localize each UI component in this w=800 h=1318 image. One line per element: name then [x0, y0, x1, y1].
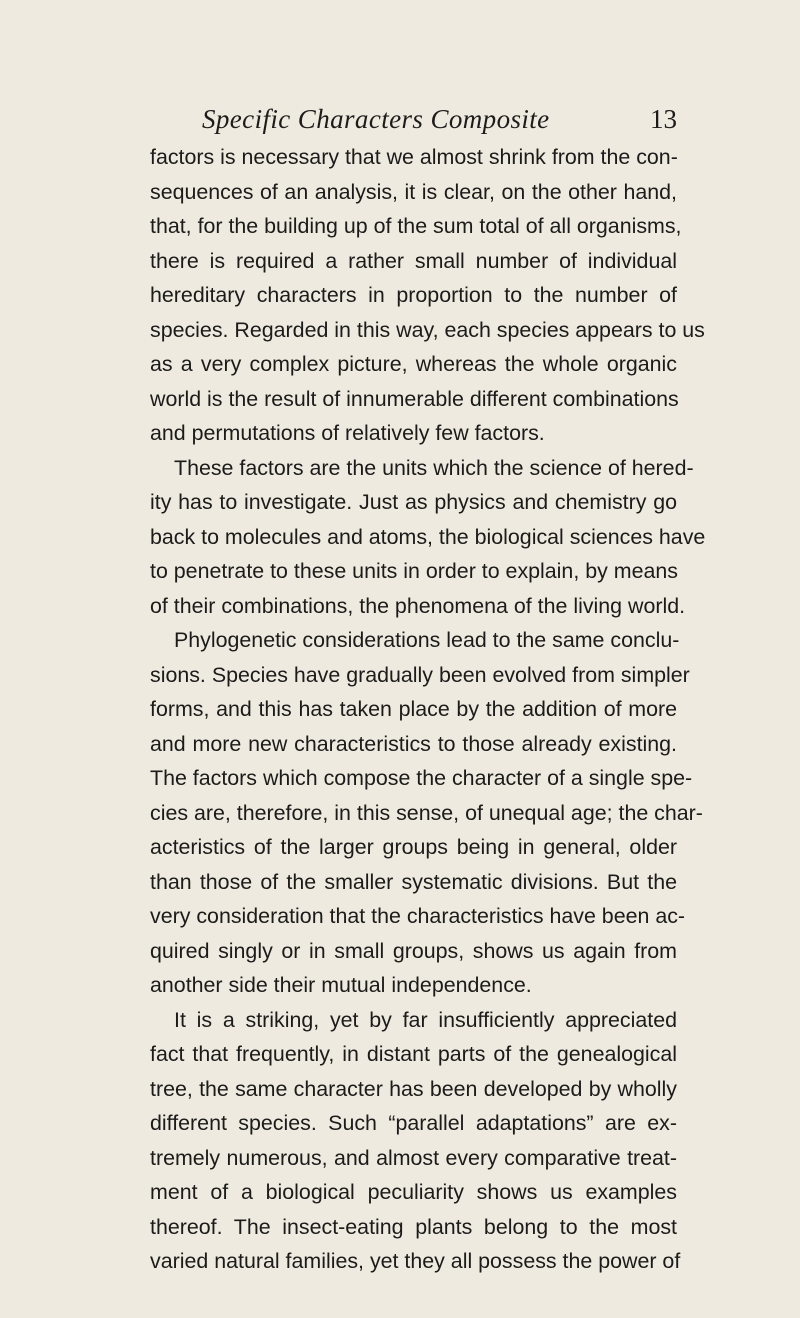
text-line: there is required a rather small number of individual — [150, 248, 677, 273]
text-line: than those of the smaller systematic divisions. But the — [150, 869, 677, 894]
paragraph — [150, 140, 705, 451]
text-line: sequences of an analysis, it is clear, on the other hand, — [150, 179, 677, 204]
text-line: factors is necessary that we almost shrink from the con- — [150, 145, 678, 169]
text-line: These factors are the units which the science of hered- — [174, 455, 694, 480]
running-title: Specific Characters Composite — [202, 104, 550, 134]
text-line: ity has to investigate. Just as physics and chemistry go — [150, 490, 677, 514]
paragraph — [150, 451, 706, 624]
text-line: different species. Such “parallel adaptations” are ex- — [150, 1111, 677, 1135]
text-line: and more new characteristics to those already existing. — [150, 731, 677, 756]
text-line: varied natural families, yet they all possess the power of — [150, 1249, 681, 1273]
text-line: ment of a biological peculiarity shows us examples — [150, 1180, 677, 1204]
text-line: very consideration that the characteristics have been ac- — [150, 904, 686, 928]
text-line: quired singly or in small groups, shows us again from — [150, 938, 677, 963]
body-text — [150, 140, 706, 1279]
text-line: The factors which compose the character of a single spe- — [150, 766, 693, 790]
text-line: of their combinations, the phenomena of the living world. — [150, 593, 686, 618]
text-line: species. Regarded in this way, each species appears to us — [150, 317, 705, 342]
text-line: that, for the building up of the sum total of all organisms, — [150, 214, 682, 238]
text-line: Phylogenetic considerations lead to the same conclu- — [174, 628, 680, 652]
text-line: thereof. The insect-eating plants belong to the most — [150, 1214, 677, 1239]
paragraph — [150, 1003, 681, 1279]
text-line: tree, the same character has been developed by wholly — [150, 1076, 677, 1101]
text-line: It is a striking, yet by far insufficiently appreciated — [174, 1007, 677, 1032]
text-line: cies are, therefore, in this sense, of unequal age; the char- — [150, 800, 703, 825]
text-line: to penetrate to these units in order to explain, by means — [150, 559, 678, 583]
text-line: fact that frequently, in distant parts of the genealogical — [150, 1042, 677, 1066]
text-line: world is the result of innumerable different combinations — [150, 386, 679, 411]
text-line: hereditary characters in proportion to the number of — [150, 283, 677, 307]
text-line: forms, and this has taken place by the addition of more — [150, 697, 677, 721]
text-line: as a very complex picture, whereas the whole organic — [150, 352, 677, 376]
running-head — [150, 104, 677, 138]
text-line: tremely numerous, and almost every comparative treat- — [150, 1145, 677, 1170]
text-line: sions. Species have gradually been evolved from simpler — [150, 662, 690, 687]
text-line: back to molecules and atoms, the biological sciences have — [150, 524, 706, 549]
paragraph — [150, 623, 703, 1003]
text-line: another side their mutual independence. — [150, 973, 532, 997]
page-number: 13 — [650, 104, 677, 134]
text-line: acteristics of the larger groups being in general, older — [150, 835, 677, 859]
text-line: and permutations of relatively few factors. — [150, 421, 545, 445]
